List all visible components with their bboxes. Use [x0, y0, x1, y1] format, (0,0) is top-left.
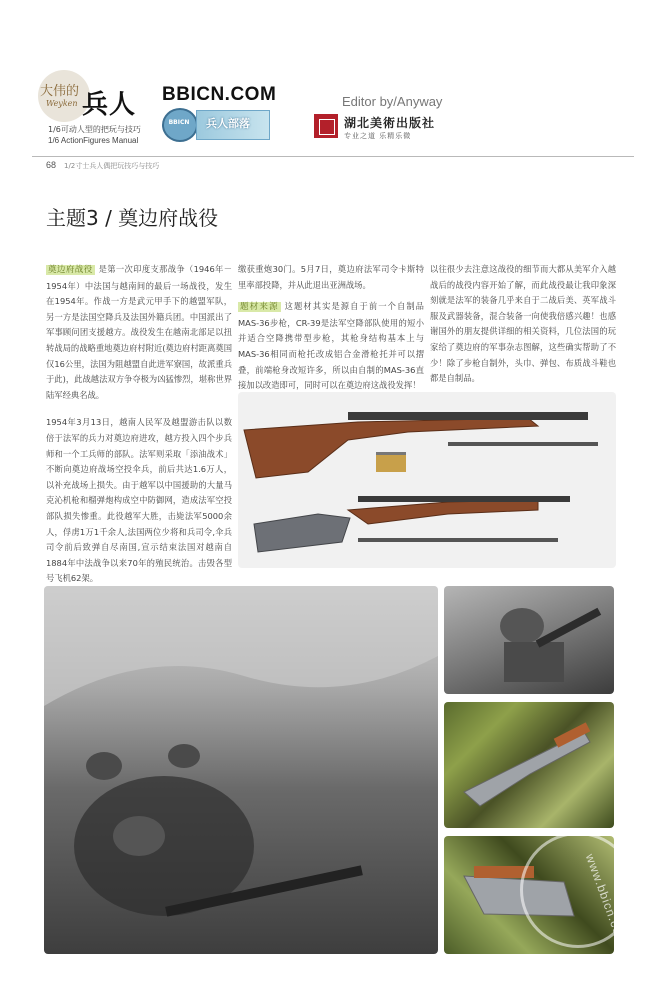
ammo-clip	[376, 452, 406, 472]
brand-logo-chars: 大伟的	[40, 84, 80, 99]
battle-photo-illustration	[44, 586, 438, 954]
rifle-lower-handguard	[348, 500, 538, 524]
rifle-lower-bayonet	[358, 538, 558, 542]
header-divider	[32, 156, 634, 157]
brand-subtitle-en: 1/6 ActionFigures Manual	[48, 136, 139, 145]
gear-illustration-1	[444, 702, 614, 828]
brand-subtitle-cn: 1/6可动人型的把玩与技巧	[48, 125, 141, 134]
column-1	[46, 262, 232, 593]
site-url: BBICN.COM	[162, 84, 277, 105]
publisher-name: 湖北美術出版社	[344, 116, 436, 130]
rifle-lower-stock	[254, 514, 350, 552]
section-tag: 奠边府战役	[48, 265, 93, 275]
page-number: 68	[46, 160, 57, 170]
rifle-lower-barrel	[358, 496, 570, 502]
rifle-upper-barrel	[348, 412, 588, 420]
watermark-text: www.bbicn.com	[582, 852, 629, 948]
column-3	[430, 262, 616, 393]
rifle-illustration	[238, 392, 616, 568]
column-2	[238, 262, 424, 400]
col1-paragraph-1-text: 是第一次印度支那战争（1946年－1954年）中法国与越南间的最后一场战役，发生在1954年。作战一方是武元甲手下的越盟军队，另一方是法国空降兵及法国外籍兵团。中国派出了军事顾问团支援越方。战役发生在越南北部足以扭转战局的战略重地奠边府村附近(奠边府村距离奠国仅16公里，法国为阻越盟自此进军寮国，故派重兵于此)，此战越法双方争夺极为凶猛惨烈，堪称世界陆军经典名战。	[46, 264, 232, 400]
battle-photo-main	[44, 586, 438, 954]
site-banner-text: 兵人部落	[206, 117, 250, 130]
col3-paragraph-1: 以往很少去注意这战役的细节而大都从美军介入越战后的战役内容开始了解，而此战役最让我印象深刻就是法军的装备几乎来自于二战后美、英军战斗服及武器装备，混合装备一向使我倍感兴趣！也感谢国外的朋友提供详细的相关资料，几位法国的玩家给了奠边府的军事杂志图解，这些确实帮助了不少！除了步枪自制外，头巾、弹包、布质战斗鞋也都是自制品。	[430, 264, 616, 384]
col2-paragraph-2-text: 这题材其实是源自于前一个自制品MAS-36步枪，CR-39是法军空降部队使用的短小并适合空降携带型步枪，其枪身结构基本上与MAS-36相同而枪托改成铝合金滑枪托并可以摺叠，前端枪身改短许多，所以由自制的MAS-36直接加以改造即可，同时可以在奠边府这战役发挥！	[238, 301, 424, 391]
col1-paragraph-1	[46, 262, 232, 403]
col2-paragraph-1: 缴获重炮30门。5月7日，奠边府法军司令卡斯特里率部投降，并从此退出亚洲战场。	[238, 264, 424, 290]
brand-logo-title: 兵人	[82, 90, 137, 120]
editor-credit: Editor by/Anyway	[342, 94, 443, 109]
brand-logo-latin: Weyken	[46, 99, 78, 108]
section-tag: 题材来源	[240, 302, 279, 313]
publisher-seal-inner	[319, 119, 335, 135]
article-title: 主题3 / 奠边府战役	[46, 206, 219, 230]
site-badge-text: BBICN	[168, 119, 190, 126]
publisher-tagline: 专业之道 乐精乐微	[344, 132, 412, 140]
battle-photo-soldier	[444, 586, 614, 694]
soldier-illustration	[444, 586, 614, 694]
running-title: 1/2寸士兵人偶把玩技巧与技巧	[64, 162, 160, 170]
col2-paragraph-2	[238, 299, 424, 394]
rifle-photo	[238, 392, 616, 568]
rifle-upper-bayonet	[448, 442, 598, 446]
col1-paragraph-2: 1954年3月13日，越南人民军及越盟游击队以数倍于法军的兵力对奠边府进攻，越方投入四个步兵师和一个工兵师的部队。法军则采取「添油战术」不断向奠边府战场空投伞兵，前后共达1.6万人，以补充战场上损失。由于越军以中国援助的大量马克沁机枪和榴弹炮构成空中防御网，造成法军空投部队损失惨重。此役越军大胜，击毙法军5000余人，俘虏1万1千余人,法国两位少将和兵司令,伞兵司令前后致弹自尽南国,宣示结束法国对越南自1884年中法战争以来70年的殖民统治。击毁各型号飞机62架。	[46, 417, 232, 584]
gear-photo-1	[444, 702, 614, 828]
